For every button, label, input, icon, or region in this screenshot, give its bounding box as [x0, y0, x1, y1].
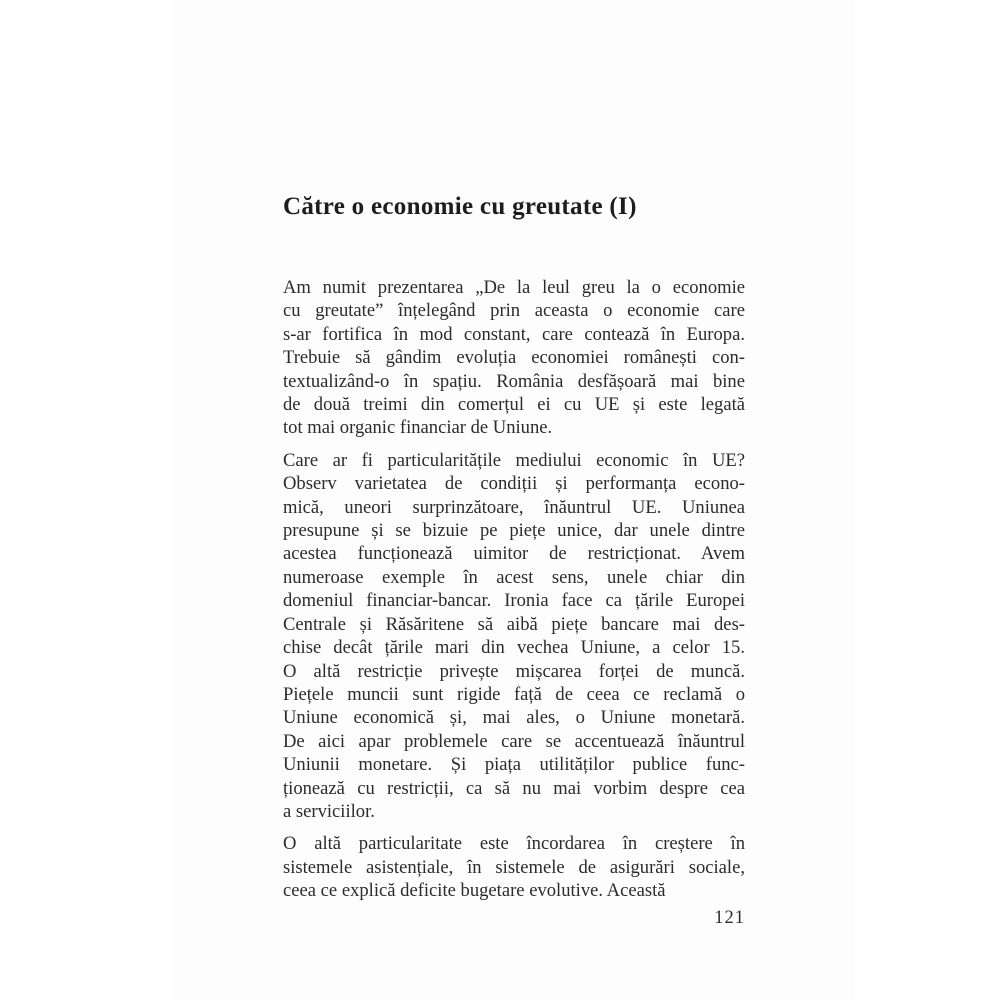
- text-line: domeniul financiar-bancar. Ironia face ca țările Europei: [283, 590, 745, 612]
- text-line: textualizând-o în spațiu. România desfășoară mai bine: [283, 370, 745, 392]
- text-line: mică, uneori surprinzătoare, înăuntrul UE. Uniunea: [283, 496, 745, 518]
- text-line: Trebuie să gândim evoluția economiei românești con-: [283, 347, 745, 369]
- text-line: Am numit prezentarea „De la leul greu la o economie: [283, 277, 745, 298]
- text-line: acestea funcționează uimitor de restricționat. Avem: [283, 543, 745, 565]
- text-line: tot mai organic financiar de Uniune.: [283, 417, 553, 439]
- paragraph: [283, 449, 745, 824]
- text-line: O altă particularitate este încordarea în creștere în: [283, 833, 745, 855]
- text-line: cu greutate” înțelegând prin aceasta o economie care: [283, 300, 745, 322]
- chapter-title: Către o economie cu greutate (I): [283, 193, 637, 220]
- text-line: numeroase exemple în acest sens, unele chiar din: [283, 566, 745, 588]
- text-line: Piețele muncii sunt rigide față de ceea ce reclamă o: [283, 683, 745, 705]
- paragraph: [283, 832, 745, 902]
- text-line: Care ar fi particularitățile mediului economic în UE?: [283, 449, 745, 471]
- text-line: presupune și se bizuie pe piețe unice, dar unele dintre: [283, 520, 745, 542]
- text-line: de două treimi din comerțul ei cu UE și este legată: [283, 394, 745, 416]
- text-line: Observ varietatea de condiții și performanța econo-: [283, 473, 745, 495]
- text-line: O altă restricție privește mișcarea forței de muncă.: [283, 660, 745, 682]
- text-line: Uniune economică și, mai ales, o Uniune monetară.: [283, 707, 745, 729]
- text-line: a serviciilor.: [283, 800, 375, 822]
- page-number: 121: [714, 908, 745, 928]
- paragraph: [283, 276, 745, 440]
- text-line: ționează cu restricții, ca să nu mai vorbim despre cea: [283, 777, 745, 799]
- text-line: sistemele asistențiale, în sistemele de asigurări sociale,: [283, 856, 745, 878]
- text-line: Centrale și Răsăritene să aibă piețe bancare mai des-: [283, 613, 745, 635]
- page-body: [283, 276, 745, 912]
- text-line: chise decât țările mari din vechea Uniune, a celor 15.: [283, 637, 745, 659]
- text-line: De aici apar problemele care se accentuează înăuntrul: [283, 730, 745, 752]
- text-line: ceea ce explică deficite bugetare evolutive. Această: [283, 880, 666, 902]
- text-line: Uniunii monetare. Și piața utilităților publice func-: [283, 754, 745, 776]
- text-line: s-ar fortifica în mod constant, care contează în Europa.: [283, 323, 745, 345]
